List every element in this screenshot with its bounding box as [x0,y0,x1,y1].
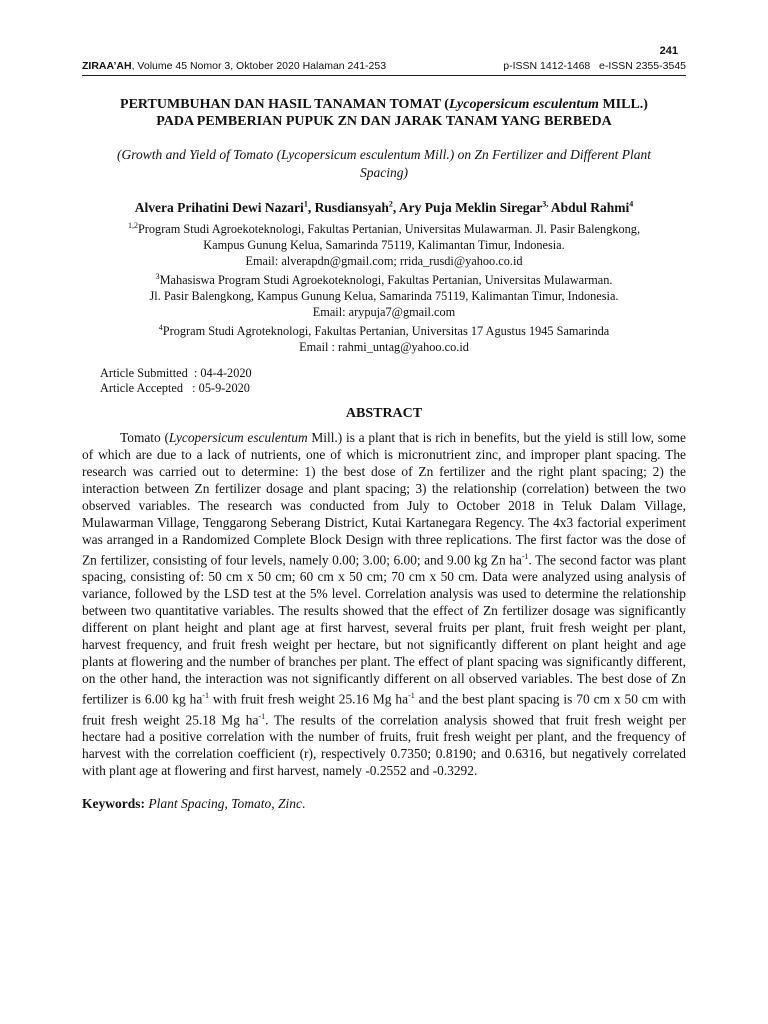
affiliations [82,218,686,355]
affiliation-1-email: Email: alverapdn@gmail.com; rrida_rusdi@yahoo.co.id [245,253,523,268]
journal-citation [82,60,386,72]
abstract-species: Lycopersicum esculentum [168,429,308,445]
article-title [82,96,686,130]
author-2: Rusdiansyah$^2$, [314,199,399,215]
affiliation-3-line2: Jl. Pasir Balengkong, Kampus Gunung Kelua, Samarinda 75119, Kalimantan Timur, Indonesia. [149,288,619,303]
title-line1-end: MILL.) [598,97,648,112]
keywords-label: Keywords: [82,796,145,812]
page-number: 241 [659,45,678,57]
accepted-date: Article Accepted : 05-9-2020 [100,380,250,395]
submitted-date: Article Submitted : 04-4-2020 [100,365,252,380]
keywords-value: Plant Spacing, Tomato, Zinc [148,796,303,812]
journal-name: ZIRAA’AH [82,60,132,72]
article-dates [100,366,686,396]
author-4: Abdul Rahmi$^4$ [550,199,634,215]
affiliation-4-email: Email : rahmi_untag@yahoo.co.id [299,339,469,354]
author-1: Alvera Prihatini Dewi Nazari$^1$, [134,199,315,215]
affiliation-1-line1: $^{1,2}$Program Studi Agroekoteknologi, Fakultas Pertanian, Universitas Mulawarman. Jl. Pasir Balengkong, [127,220,641,236]
affiliation-3-email: Email: arypuja7@gmail.com [312,304,456,319]
title-line2: PADA PEMBERIAN PUPUK ZN DAN JARAK TANAM YANG BERBEDA [156,114,612,129]
abstract-text: Tomato (Lycopersicum esculentum Mill.) is a plant that is rich in benefits, but the yield is still low, some of which are due to a lack of nutrients, one of which is micronutrient zinc, and improper plant spacing. The research was carried out to determine: 1) the best dose of Zn fertilizer and the right plant spacing; 2) the interaction between Zn fertilizer dosage and plant spacing; 3) the relationship (correlation) between the two observed variables. The research was conducted from July to October 2018 in Teluk Dalam Village, Mulawarman Village, Tenggarong Seberang District, Kutai Kartanegara Regency. The 4x3 factorial experiment was arranged in a Randomized Complete Block Design with three replications. The first factor was the dose of Zn fertilizer, consisting of four levels, namely 0.00; 3.00; 6.00; and 9.00 kg Zn $ha^{-1}$. The second factor was plant spacing, consisting of: 50 cm x 50 cm; 60 cm x 50 cm; 70 cm x 50 cm. Data were analyzed using analysis of variance, followed by the LSD test at the 5% level. Correlation analysis was used to determine the relationship between two quantitative variables. The results showed that the effect of Zn fertilizer dosage was significantly different on plant height and plant age at first harvest, several fruits per plant, fruit fresh weight per plant, harvest frequency, and fruit fresh weight per hectare, but not significantly different on plant height and age plants at flowering and the number of branches per plant. The effect of plant spacing was significantly different, on the other hand, the interaction was not significantly different on all observed variables. The best dose of Zn fertilizer is 6.00 kg $ha^{-1}$ with fruit fresh weight 25.16 Mg $ha^{-1}$ and the best plant spacing is 70 cm x 50 cm with fruit fresh weight 25.18 Mg $ha^{-1}$. The results of the correlation analysis showed that fruit fresh weight per hectare had a positive correlation with the number of fruits, fruit fresh weight per plant, and the frequency of harvest with the correlation coefficient (r), respectively 0.7350; 0.8190; and 0.6316, but negatively correlated with plant age at flowering and first harvest, namely -0.2552 and -0.3292. [82,429,687,779]
journal-info: , Volume 45 Nomor 3, Oktober 2020 Halaman 241-253 [131,60,387,72]
affiliation-3-line1: $^3$Mahasiswa Program Studi Agroekoteknologi, Fakultas Pertanian, Universitas Mulawarman. [155,271,613,287]
article-content [82,96,686,812]
author-list [82,199,686,216]
title-species: Lycopersicum esculentum [448,97,599,112]
running-header [82,60,686,76]
issn: p-ISSN 1412-1468 e-ISSN 2355-3545 [503,60,686,72]
affiliation-4-line1: $^4$Program Studi Agroteknologi, Fakultas Pertanian, Universitas 17 Agustus 1945 Samarinda [158,322,610,338]
title-line1-start: PERTUMBUHAN DAN HASIL TANAMAN TOMAT ( [120,97,449,112]
abstract-heading: ABSTRACT [345,405,423,421]
english-title: (Growth and Yield of Tomato (Lycopersicum esculentum Mill.) on Zn Fertilizer and Different Plant Spacing) [116,147,652,180]
author-3: Ary Puja Meklin Siregar$^{3,}$ [398,199,549,215]
affiliation-1-line2: Kampus Gunung Kelua, Samarinda 75119, Kalimantan Timur, Indonesia. [203,237,565,252]
keywords: Keywords: Plant Spacing, Tomato, Zinc. [82,796,306,812]
